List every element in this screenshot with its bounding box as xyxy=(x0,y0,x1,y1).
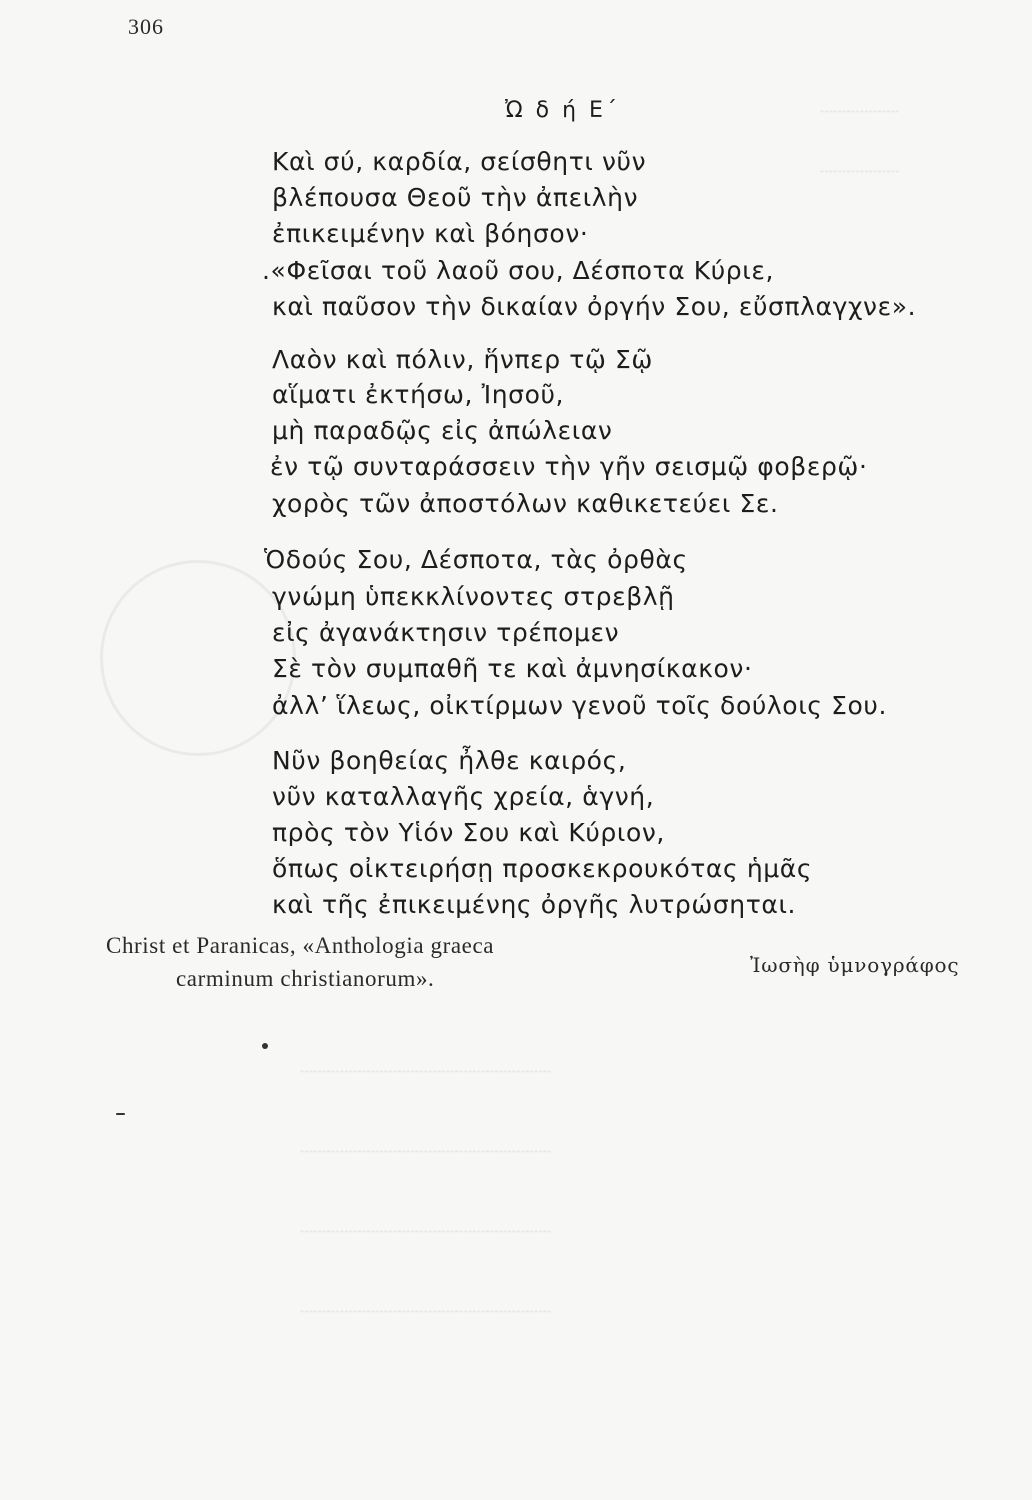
verse-line: μὴ παραδῷς εἰς ἀπώλειαν xyxy=(272,416,613,445)
verse-line: Λαὸν καὶ πόλιν, ἥνπερ τῷ Σῷ xyxy=(272,345,653,374)
bleed-through-text: ┄┄┄┄┄┄┄┄┄┄┄┄┄┄┄┄┄┄┄ xyxy=(300,1140,552,1165)
citation-line-2: carminum christianorum». xyxy=(176,966,435,991)
bleed-through-text: ┄┄┄┄┄┄┄┄┄┄┄┄┄┄┄┄┄┄┄ xyxy=(300,1220,552,1245)
verse-line: Νῦν βοηθείας ἦλθε καιρός, xyxy=(272,746,627,775)
bleed-through-text: ┄┄┄┄┄┄ xyxy=(820,160,900,185)
verse-line: Ὁδούς Σου, Δέσποτα, τὰς ὀρθὰς xyxy=(264,545,688,574)
verse-line: Καὶ σύ, καρδία, σείσθητι νῦν xyxy=(272,147,647,176)
verse-line: νῦν καταλλαγῆς χρεία, ἁγνή, xyxy=(272,782,655,811)
ink-speck xyxy=(262,1043,268,1049)
ode-title: Ὠ δ ή Ε΄ xyxy=(505,98,620,123)
verse-line: Σὲ τὸν συμπαθῆ τε καὶ ἀμνησίκακον· xyxy=(272,654,753,683)
verse-line: καὶ τῆς ἐπικειμένης ὀργῆς λυτρώσηται. xyxy=(272,890,797,919)
verse-line: ἐπικειμένην καὶ βόησον· xyxy=(272,219,589,248)
verse-line: χορὸς τῶν ἀποστόλων καθικετεύει Σε. xyxy=(272,489,779,518)
page-number: 306 xyxy=(128,14,164,39)
bleed-through-text: ┄┄┄┄┄┄┄┄┄┄┄┄┄┄┄┄┄┄┄ xyxy=(300,1300,552,1325)
verse-line: καὶ παῦσον τὴν δικαίαν ὀργήν Σου, εὔσπλαγχνε». xyxy=(272,292,917,321)
verse-line: πρὸς τὸν Υἱόν Σου καὶ Κύριον, xyxy=(272,818,665,847)
verse-line: εἰς ἀγανάκτησιν τρέπομεν xyxy=(272,618,620,647)
verse-line: αἵματι ἐκτήσω, Ἰησοῦ, xyxy=(272,380,565,409)
ink-speck xyxy=(116,1113,125,1115)
verse-line: βλέπουσα Θεοῦ τὴν ἀπειλὴν xyxy=(272,183,639,212)
verse-line: γνώμη ὑπεκκλίνοντες στρεβλῇ xyxy=(272,582,675,611)
citation-line-1: Christ et Paranicas, «Anthologia graeca xyxy=(106,933,495,958)
bleed-through-stamp xyxy=(100,560,296,756)
verse-line: ἀλλ’ ἵλεως, οἰκτίρμων γενοῦ τοῖς δούλοις Σου. xyxy=(272,691,887,720)
bleed-through-text: ┄┄┄┄┄┄┄┄┄┄┄┄┄┄┄┄┄┄┄ xyxy=(300,1060,552,1085)
verse-line: .«Φεῖσαι τοῦ λαοῦ σου, Δέσποτα Κύριε, xyxy=(262,256,774,285)
author-signature: Ἰωσὴφ ὑμνογράφος xyxy=(750,953,960,977)
verse-line: ἐν τῷ συνταράσσειν τὴν γῆν σεισμῷ φοβερῷ· xyxy=(270,452,868,481)
bleed-through-text: ┄┄┄┄┄┄ xyxy=(820,100,900,125)
verse-line: ὅπως οἰκτειρήσῃ προσκεκρουκότας ἡμᾶς xyxy=(272,854,813,883)
